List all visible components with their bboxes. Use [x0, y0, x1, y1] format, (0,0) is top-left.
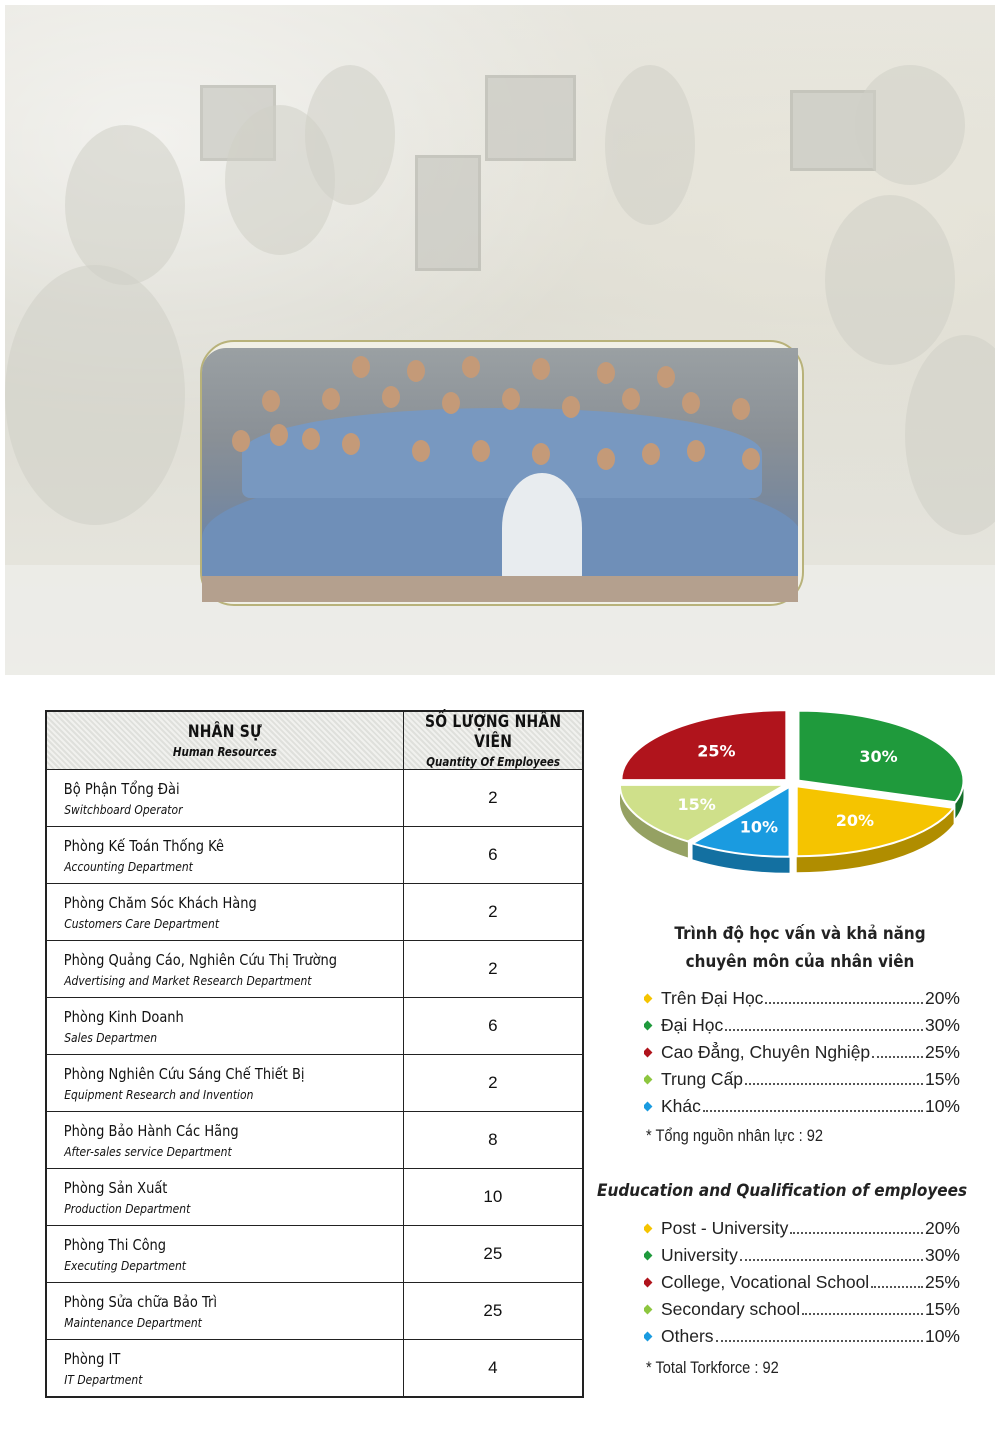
- table-header-row: [46, 711, 583, 770]
- diamond-bullet-icon: [644, 1332, 652, 1342]
- legend-item-percent: 20%: [924, 988, 960, 1008]
- legend-item-percent: 15%: [924, 1299, 960, 1319]
- department-name-vi: Phòng Bảo Hành Các Hãng: [63, 1121, 239, 1140]
- department-cell: [46, 770, 403, 827]
- quantity-cell: 2: [403, 884, 583, 941]
- header-quantity-vi: SỐ LƯỢNG NHÂN VIÊN: [424, 712, 562, 752]
- quantity-cell: 2: [403, 770, 583, 827]
- department-name-en: Maintenance Department: [64, 1314, 202, 1330]
- department-name-vi: Phòng Thi Công: [63, 1235, 167, 1254]
- table-row: [46, 827, 583, 884]
- legend-item: [644, 1015, 960, 1042]
- pie-chart-svg: [620, 705, 980, 885]
- quantity-cell: 10: [403, 1169, 583, 1226]
- header-quantity-en: Quantity Of Employees: [426, 755, 560, 769]
- pie-slice-label: 10%: [739, 817, 779, 837]
- table-row: [46, 884, 583, 941]
- legend-item-percent: 30%: [924, 1015, 960, 1035]
- department-name-en: Switchboard Operator: [64, 801, 183, 817]
- diamond-bullet-icon: [644, 1102, 652, 1112]
- legend-item-label: Trên Đại Học: [661, 988, 764, 1008]
- department-name-en: Accounting Department: [64, 858, 193, 874]
- legend-item-percent: 30%: [924, 1245, 960, 1265]
- quantity-cell: 25: [403, 1226, 583, 1283]
- staff-group-photo: [202, 348, 798, 602]
- table-row: [46, 770, 583, 827]
- department-name-vi: Phòng Kinh Doanh: [63, 1007, 184, 1026]
- legend-item-label: Cao Đẳng, Chuyên Nghiệp: [661, 1042, 871, 1062]
- department-name-en: Equipment Research and Invention: [64, 1086, 254, 1102]
- header-quantity: [403, 711, 583, 770]
- legend-item: [644, 1272, 960, 1299]
- legend-title-vi-line1: Trình độ học vấn và khả năng: [674, 924, 926, 943]
- table-row: [46, 1283, 583, 1340]
- legend-item-percent: 15%: [924, 1069, 960, 1089]
- legend-item-percent: 10%: [924, 1326, 960, 1346]
- table-row: [46, 1112, 583, 1169]
- department-name-en: IT Department: [64, 1371, 143, 1387]
- department-name-en: After-sales service Department: [64, 1143, 232, 1159]
- quantity-cell: 6: [403, 998, 583, 1055]
- quantity-cell: 4: [403, 1340, 583, 1398]
- department-name-en: Advertising and Market Research Department: [64, 972, 312, 988]
- department-name-vi: Phòng Chăm Sóc Khách Hàng: [63, 893, 257, 912]
- legend-item: [644, 988, 960, 1015]
- pie-slice-label: 20%: [835, 811, 875, 831]
- human-resources-table: [45, 710, 584, 1398]
- legend-item: [644, 1326, 960, 1353]
- quantity-cell: 25: [403, 1283, 583, 1340]
- department-name-en: Sales Departmen: [64, 1029, 158, 1045]
- total-workforce-en: * Total Torkforce : 92: [646, 1358, 779, 1377]
- header-department-vi: NHÂN SỰ: [187, 722, 262, 742]
- diamond-bullet-icon: [644, 1251, 652, 1261]
- legend-list-en: [644, 1218, 960, 1353]
- department-cell: [46, 884, 403, 941]
- department-cell: [46, 1226, 403, 1283]
- department-cell: [46, 1112, 403, 1169]
- table-row: [46, 998, 583, 1055]
- department-name-vi: Bộ Phận Tổng Đài: [63, 779, 180, 798]
- department-name-en: Customers Care Department: [64, 915, 220, 931]
- legend-item-label: College, Vocational School: [661, 1272, 870, 1292]
- quantity-cell: 8: [403, 1112, 583, 1169]
- department-name-vi: Phòng Kế Toán Thống Kê: [63, 836, 225, 855]
- diamond-bullet-icon: [644, 1048, 652, 1058]
- legend-title-vi-line2: chuyên môn của nhân viên: [685, 952, 915, 971]
- legend-item: [644, 1299, 960, 1326]
- legend-item-label: Đại Học: [661, 1015, 724, 1035]
- legend-item-label: Khác: [661, 1096, 701, 1116]
- department-cell: [46, 941, 403, 998]
- legend-item-percent: 20%: [924, 1218, 960, 1238]
- legend-item: [644, 1218, 960, 1245]
- diamond-bullet-icon: [644, 1075, 652, 1085]
- department-cell: [46, 1340, 403, 1398]
- total-workforce-vi: * Tổng nguồn nhân lực : 92: [646, 1126, 823, 1145]
- department-cell: [46, 998, 403, 1055]
- legend-title-en: Euducation and Qualification of employees: [597, 1181, 968, 1201]
- education-pie-chart: [620, 705, 980, 885]
- legend-item: [644, 1096, 960, 1123]
- department-name-vi: Phòng Nghiên Cứu Sáng Chế Thiết Bị: [63, 1064, 305, 1083]
- quantity-cell: 2: [403, 1055, 583, 1112]
- quantity-cell: 6: [403, 827, 583, 884]
- department-name-vi: Phòng Sửa chữa Bảo Trì: [63, 1292, 217, 1311]
- diamond-bullet-icon: [644, 1305, 652, 1315]
- legend-item-label: University: [661, 1245, 738, 1265]
- department-cell: [46, 827, 403, 884]
- diamond-bullet-icon: [644, 1021, 652, 1031]
- diamond-bullet-icon: [644, 1224, 652, 1234]
- legend-item-percent: 25%: [924, 1042, 960, 1062]
- legend-item: [644, 1042, 960, 1069]
- quantity-cell: 2: [403, 941, 583, 998]
- legend-list-vi: [644, 988, 960, 1123]
- legend-item-label: Others: [661, 1326, 714, 1346]
- department-cell: [46, 1283, 403, 1340]
- pie-slice-label: 30%: [859, 746, 898, 766]
- legend-item-percent: 10%: [924, 1096, 960, 1116]
- department-cell: [46, 1169, 403, 1226]
- legend-title-vi: [620, 920, 980, 976]
- legend-item-label: Trung Cấp: [661, 1069, 744, 1089]
- table-row: [46, 1055, 583, 1112]
- pie-slice-label: 25%: [697, 741, 736, 761]
- legend-item-percent: 25%: [924, 1272, 960, 1292]
- department-name-vi: Phòng Quảng Cáo, Nghiên Cứu Thị Trường: [63, 950, 338, 969]
- pie-slice-label: 15%: [677, 794, 716, 814]
- header-department: [46, 711, 403, 770]
- diamond-bullet-icon: [644, 1278, 652, 1288]
- department-name-en: Production Department: [64, 1200, 191, 1216]
- table-row: [46, 1340, 583, 1398]
- department-name-en: Executing Department: [64, 1257, 187, 1273]
- table-row: [46, 941, 583, 998]
- department-cell: [46, 1055, 403, 1112]
- header-department-en: Human Resources: [172, 745, 277, 759]
- department-name-vi: Phòng Sản Xuất: [63, 1178, 168, 1197]
- legend-item: [644, 1245, 960, 1272]
- table-row: [46, 1169, 583, 1226]
- legend-item: [644, 1069, 960, 1096]
- legend-item-label: Post - University: [661, 1218, 789, 1238]
- diamond-bullet-icon: [644, 994, 652, 1004]
- department-name-vi: Phòng IT: [63, 1349, 121, 1368]
- table-row: [46, 1226, 583, 1283]
- legend-item-label: Secondary school: [661, 1299, 801, 1319]
